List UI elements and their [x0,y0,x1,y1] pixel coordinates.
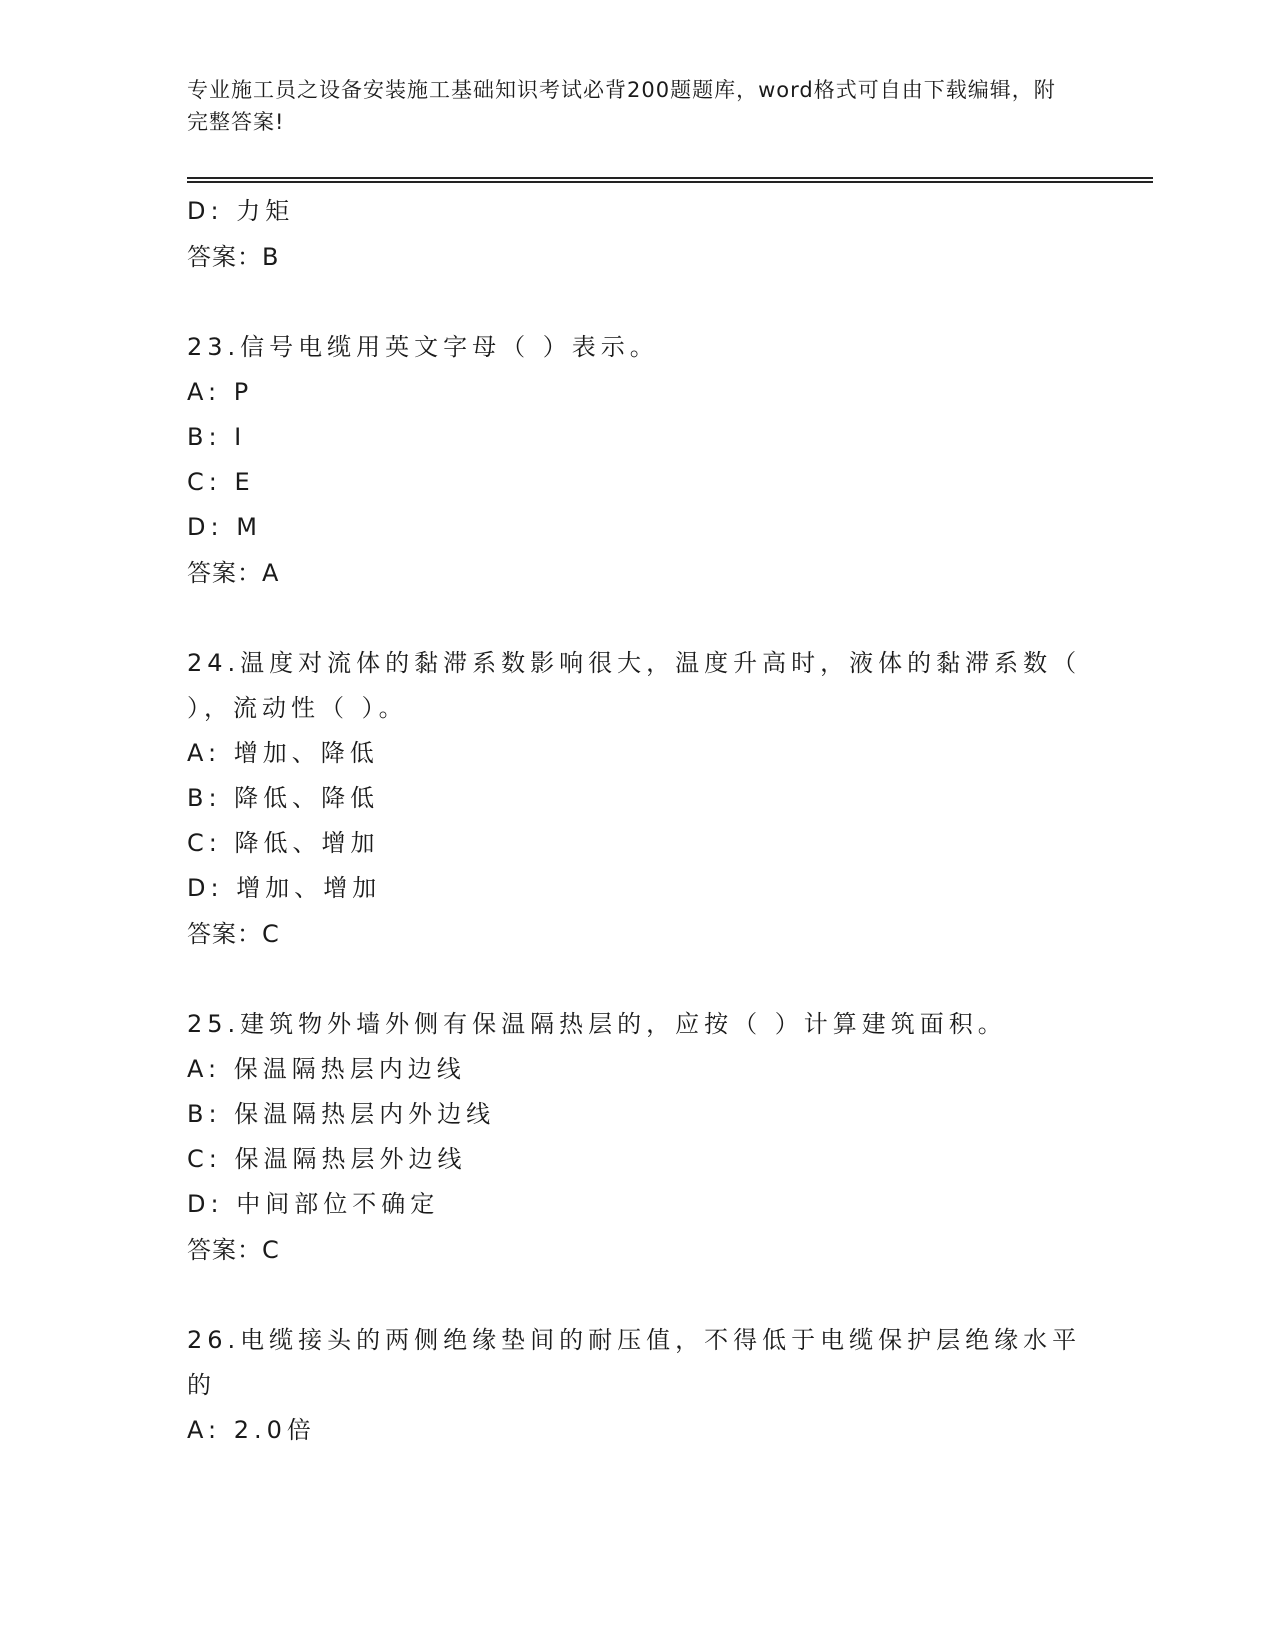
question-stem-line-2: 的 [187,1371,216,1399]
question-stem-line-1: 24.温度对流体的黏滞系数影响很大，温度升高时，液体的黏滞系数（ [187,649,1082,677]
option-a: A: P [187,378,254,406]
question-23 [187,325,1087,596]
option-c: C: 降低、增加 [187,829,380,857]
question-stem: 25.建筑物外墙外侧有保温隔热层的，应按（ ）计算建筑面积。 [187,1010,1007,1038]
header-divider-top [187,177,1153,179]
question-stem-line-2: ），流动性（ ）。 [187,694,408,722]
option-b: B: 降低、降低 [187,784,380,812]
option-b: B: 保温隔热层内外边线 [187,1100,496,1128]
document-body [187,189,1087,1453]
answer-line: 答案：A [187,559,280,587]
option-d: D: M [187,513,262,541]
option-a: A: 2.0倍 [187,1416,316,1444]
option-d: D: 中间部位不确定 [187,1190,440,1218]
answer-line: 答案：C [187,920,280,948]
header-divider-bottom [187,181,1153,183]
option-c: C: E [187,468,255,496]
option-a: A: 增加、降低 [187,739,379,767]
option-d: D: 增加、增加 [187,874,382,902]
option-a: A: 保温隔热层内边线 [187,1055,466,1083]
question-stem-line-1: 26.电缆接头的两侧绝缘垫间的耐压值，不得低于电缆保护层绝缘水平 [187,1326,1082,1354]
question-24 [187,641,1087,957]
question-26 [187,1318,1087,1453]
answer-line: 答案：B [187,243,280,271]
header-title: 专业施工员之设备安装施工基础知识考试必背200题题库，word格式可自由下载编辑，附完整答案! [187,78,1056,134]
option-b: B: I [187,423,247,451]
option-c: C: 保温隔热层外边线 [187,1145,467,1173]
question-stem: 23.信号电缆用英文字母（ ）表示。 [187,333,659,361]
question-25 [187,1002,1087,1273]
answer-line: 答案：C [187,1236,280,1264]
option-d: D: 力矩 [187,197,295,225]
document-header [187,74,1067,138]
